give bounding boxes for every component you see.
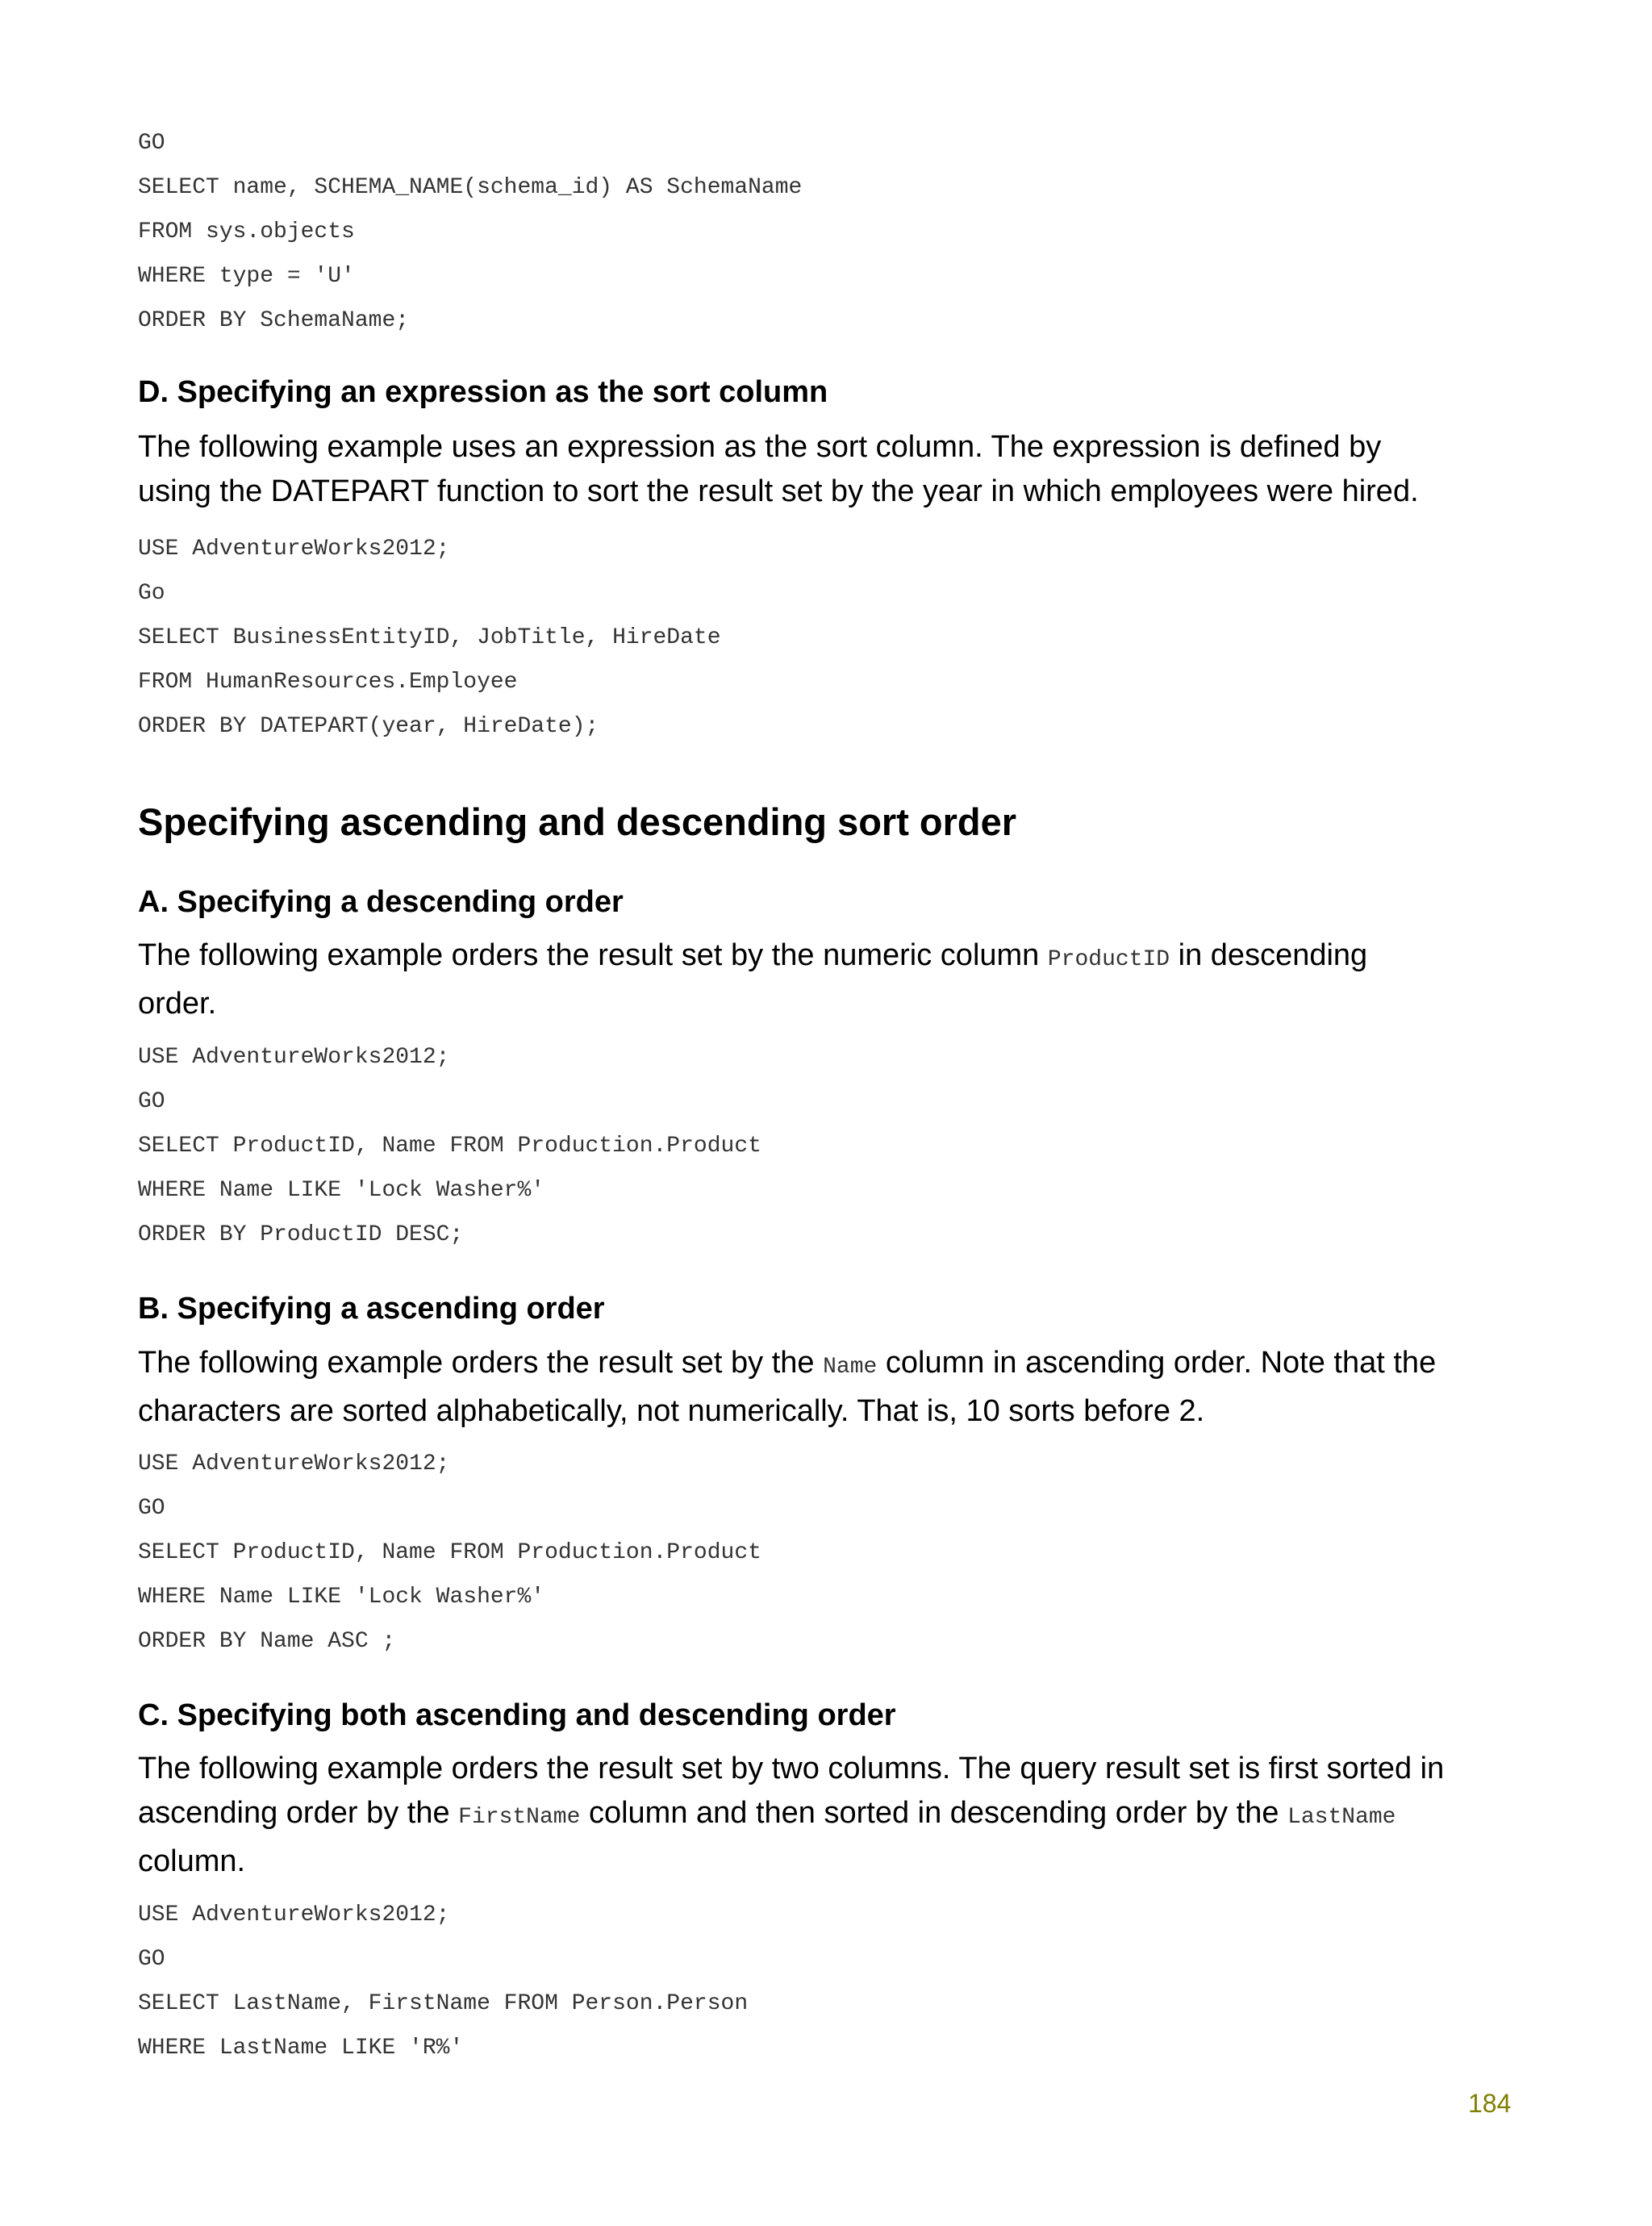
code-line: WHERE type = 'U' xyxy=(138,264,355,289)
paragraph-line: using the DATEPART function to sort the result set by the year in which employees were hired. xyxy=(138,474,1419,508)
code-block-top xyxy=(138,121,802,343)
section-c-paragraph xyxy=(138,1747,1444,1884)
code-line: SELECT LastName, FirstName FROM Person.Person xyxy=(138,1991,749,2016)
code-line: WHERE Name LIKE 'Lock Washer%' xyxy=(138,1585,545,1610)
section-d-paragraph xyxy=(138,425,1419,514)
main-heading: Specifying ascending and descending sort order xyxy=(138,800,1017,843)
paragraph-line: column. xyxy=(138,1844,246,1878)
code-line: SELECT ProductID, Name FROM Production.Product xyxy=(138,1134,761,1159)
code-line: ORDER BY Name ASC ; xyxy=(138,1629,396,1654)
paragraph-line xyxy=(138,1341,1436,1389)
section-a-heading: A. Specifying a descending order xyxy=(138,885,624,919)
inline-code: Name xyxy=(823,1355,878,1380)
code-line: USE AdventureWorks2012; xyxy=(138,1902,450,1927)
code-line: ORDER BY ProductID DESC; xyxy=(138,1222,464,1247)
code-block-section-b xyxy=(138,1442,761,1664)
paragraph-line: The following example uses an expression as the sort column. The expression is defined by xyxy=(138,430,1382,464)
code-line: WHERE Name LIKE 'Lock Washer%' xyxy=(138,1178,545,1203)
code-line: SELECT ProductID, Name FROM Production.Product xyxy=(138,1540,761,1565)
paragraph-line xyxy=(138,933,1367,982)
code-line: GO xyxy=(138,131,165,156)
code-block-section-c xyxy=(138,1893,748,2070)
section-b-paragraph xyxy=(138,1341,1436,1434)
code-line: FROM sys.objects xyxy=(138,219,355,244)
inline-code: ProductID xyxy=(1047,947,1170,972)
paragraph-line: The following example orders the result set by two columns. The query result set is first sorted in xyxy=(138,1752,1445,1785)
paragraph-text: in descending xyxy=(1170,938,1368,972)
code-line: FROM HumanResources.Employee xyxy=(138,670,518,695)
code-line: ORDER BY DATEPART(year, HireDate); xyxy=(138,714,599,739)
code-line: USE AdventureWorks2012; xyxy=(138,1045,450,1070)
code-line: ORDER BY SchemaName; xyxy=(138,308,410,333)
code-line: GO xyxy=(138,1089,165,1114)
code-block-section-a xyxy=(138,1035,761,1257)
code-line: GO xyxy=(138,1947,165,1972)
code-line: USE AdventureWorks2012; xyxy=(138,1451,450,1476)
inline-code: FirstName xyxy=(458,1805,581,1830)
section-a-paragraph xyxy=(138,933,1367,1026)
section-b-heading: B. Specifying a ascending order xyxy=(138,1292,605,1326)
code-block-section-d xyxy=(138,527,721,749)
paragraph-text: The following example orders the result set by the numeric column xyxy=(138,938,1048,972)
inline-code: LastName xyxy=(1287,1805,1396,1830)
paragraph-line xyxy=(138,1791,1444,1840)
code-line: WHERE LastName LIKE 'R%' xyxy=(138,2036,464,2061)
code-line: USE AdventureWorks2012; xyxy=(138,537,450,562)
paragraph-text: The following example orders the result set by the xyxy=(138,1346,824,1380)
code-line: GO xyxy=(138,1496,165,1521)
paragraph-text: column and then sorted in descending order by the xyxy=(580,1796,1288,1830)
paragraph-text: ascending order by the xyxy=(138,1796,459,1830)
paragraph-line: order. xyxy=(138,987,217,1021)
section-d-heading: D. Specifying an expression as the sort column xyxy=(138,375,828,409)
code-line: SELECT BusinessEntityID, JobTitle, HireDate xyxy=(138,625,721,650)
paragraph-line: characters are sorted alphabetically, not numerically. That is, 10 sorts before 2. xyxy=(138,1394,1205,1428)
paragraph-text: column in ascending order. Note that the xyxy=(877,1346,1437,1380)
section-c-heading: C. Specifying both ascending and descending order xyxy=(138,1698,896,1732)
code-line: Go xyxy=(138,581,165,606)
code-line: SELECT name, SCHEMA_NAME(schema_id) AS SchemaName xyxy=(138,175,803,200)
page-number: 184 xyxy=(1468,2089,1512,2118)
